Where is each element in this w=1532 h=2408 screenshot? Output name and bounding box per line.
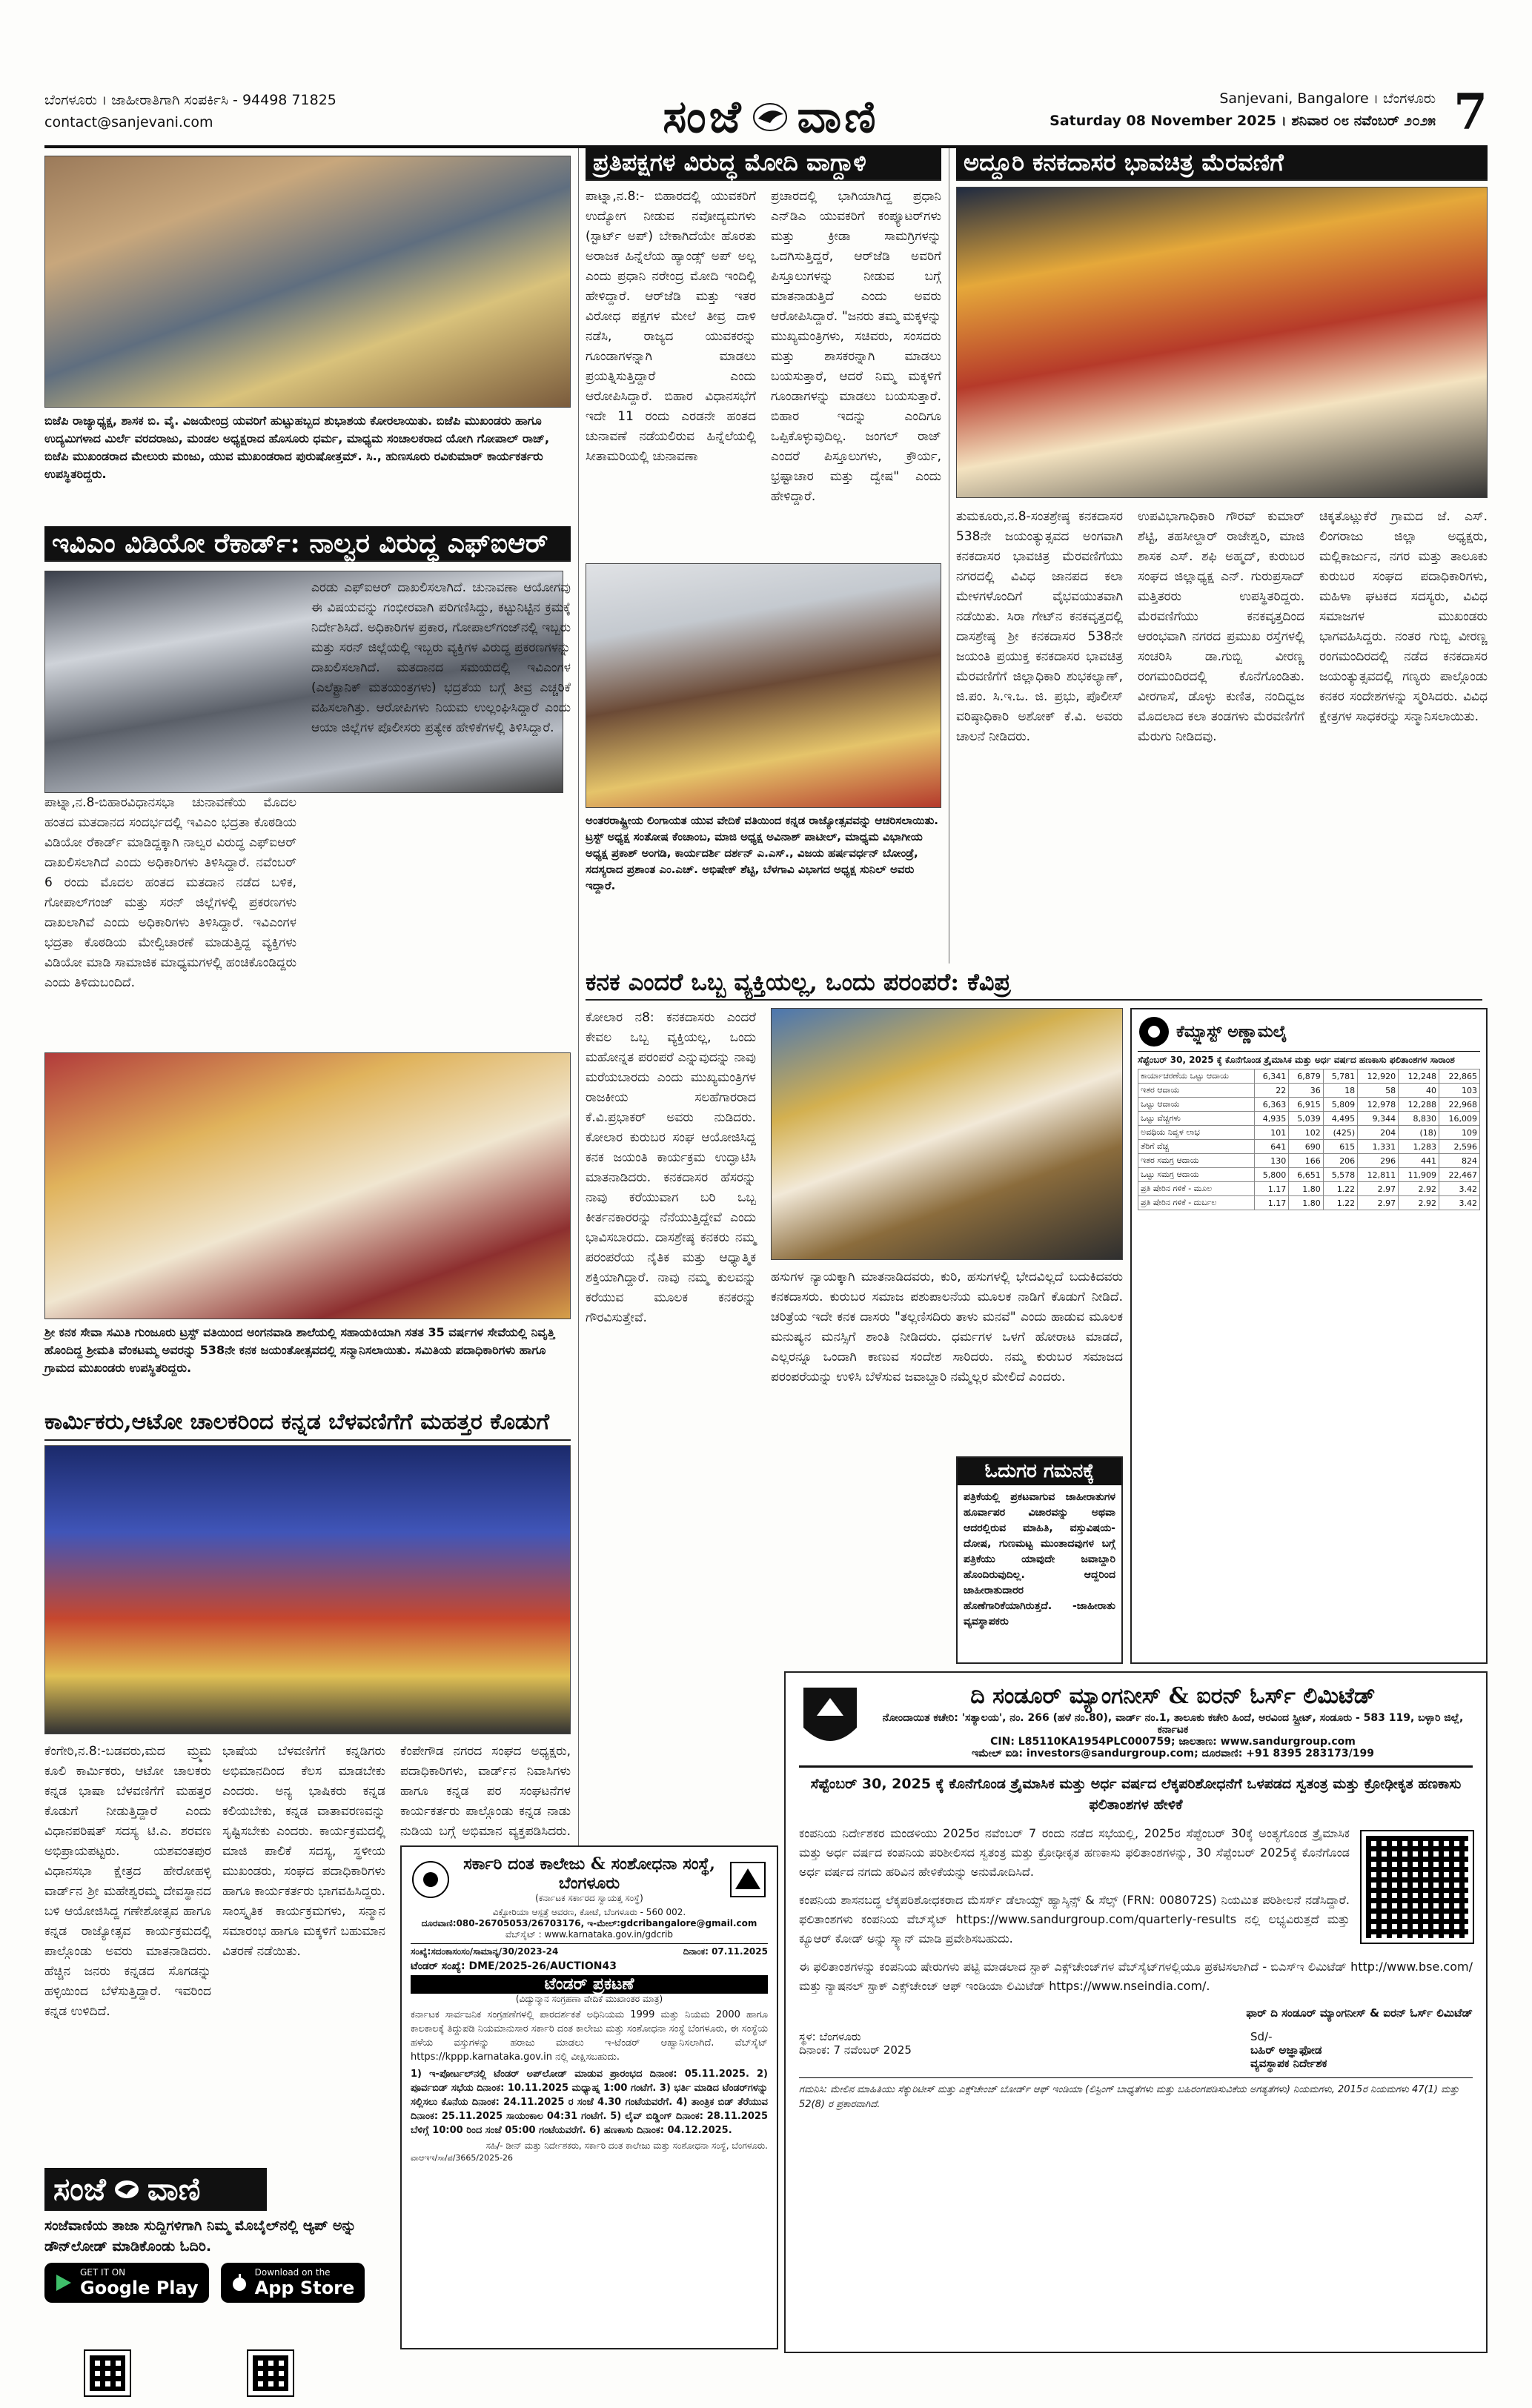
tender-contact: ದೂರವಾಣಿ:080-26705053/26703176, ಇ-ಮೇಲ್:gdcribangalore@gmail.com	[421, 1918, 757, 1928]
financial-table-row	[1138, 1182, 1480, 1196]
financial-table-row	[1138, 1098, 1480, 1112]
financial-cell: 6,879	[1289, 1069, 1323, 1084]
financial-cell: 5,809	[1323, 1098, 1357, 1112]
financial-company-name: ಕೆಮ್ಪ್ಲಾಸ್ಟ್ ಅಣ್ಣಾಮಲೈ	[1176, 1022, 1287, 1041]
sandur-sd: Sd/-	[1250, 2030, 1273, 2043]
sandur-para3: ಈ ಫಲಿತಾಂಶಗಳನ್ನು ಕಂಪನಿಯ ಷೇರುಗಳು ಪಟ್ಟಿ ಮಾಡಲಾದ ಸ್ಟಾಕ್ ಎಕ್ಸ್‌ಚೇಂಜ್‌ಗಳ ವೆಬ್‌ಸೈಟ್‌ಗಳಲ್ಲಿಯೂ ಪ್ರಕಟಿಸಲಾಗಿದೆ - ಬಿಎಸ್‌ಇ ಲಿಮಿಟೆಡ್ http://www.bse.com/ ಮತ್ತು ನ್ಯಾಷನಲ್ ಸ್ಟಾಕ್ ಎಕ್ಸ್‌ಚೇಂಜ್ ಆಫ್ ಇಂಡಿಯಾ ಲಿಮಿಟೆಡ್ https://www.nseindia.com/.	[799, 1960, 1473, 1993]
financial-table-row	[1138, 1069, 1480, 1084]
financial-table-row	[1138, 1154, 1480, 1168]
financial-cell: (425)	[1323, 1126, 1357, 1140]
ambassador-photo	[586, 563, 941, 808]
contact-email[interactable]: contact@sanjevani.com	[44, 114, 213, 130]
edition-line: Sanjevani, Bangalore । ಬೆಂಗಳೂರು	[1219, 90, 1436, 107]
financial-cell: 3.42	[1439, 1182, 1480, 1196]
kanaka-parampare-col2: ಹಸುಗಳ ನ್ಯಾಯಕ್ಕಾಗಿ ಮಾತನಾಡಿದವರು, ಕುರಿ, ಹಸುಗಳಲ್ಲಿ ಭೇದವಿಲ್ಲದೆ ಬದುಕಿದವರು ಕನಕದಾಸರು. ಕುರುಬರ ಸಮಾಜ ಪಶುಪಾಲನೆಯ ಮೂಲಕ ನಾಡಿಗೆ ಕೊಡುಗೆ ನೀಡಿದೆ. ಚರಿತ್ರೆಯ ಇದೇ ಕನಕ ದಾಸರು "ತಲ್ಲಣಿಸದಿರು ತಾಳು ಮನವೆ" ಎಂದು ಹಾಡುವ ಮೂಲಕ ಮನುಷ್ಯನ ಮನಸ್ಸಿಗೆ ಶಾಂತಿ ನೀಡಿದರು. ಧರ್ಮಗಳ ಒಳಗೆ ಹೋರಾಟ ಮಾಡದೆ, ಎಲ್ಲರನ್ನೂ ಒಂದಾಗಿ ಕಾಣುವ ಸಂದೇಶ ಸಾರಿದರು. ನಮ್ಮ ಕುರುಬರ ಸಮಾಜದ ಪರಂಪರೆಯನ್ನು ಉಳಿಸಿ ಬೆಳೆಸುವ ಜವಾಬ್ದಾರಿ ನಮ್ಮೆಲ್ಲರ ಮೇಲಿದೆ ಎಂದರು.	[771, 1270, 1123, 1384]
procession-col1: ತುಮಕೂರು,ನ.8-ಸಂತಶ್ರೇಷ್ಠ ಕನಕದಾಸರ 538ನೇ ಜಯಂತ್ಯುತ್ಸವದ ಅಂಗವಾಗಿ ಕನಕದಾಸರ ಭಾವಚಿತ್ರ ಮೆರವಣಿಗೆಯು ನಗರದಲ್ಲಿ ವಿವಿಧ ಜಾನಪದ ಕಲಾ ಮೇಳಗಳೊಂದಿಗೆ ವೈಭವಯುತವಾಗಿ ನಡೆಯಿತು. ಸಿರಾ ಗೇಟ್‌ನ ಕನಕವೃತ್ತದಲ್ಲಿ ದಾಸಶ್ರೇಷ್ಠ ಶ್ರೀ ಕನಕದಾಸರ 538ನೇ ಜಯಂತಿ ಪ್ರಯುಕ್ತ ಕನಕದಾಸರ ಭಾವಚಿತ್ರ ಮೆರವಣಿಗೆಗೆ ಜಿಲ್ಲಾಧಿಕಾರಿ ಶುಭಕಲ್ಯಾಣ್, ಜಿ.ಪಂ. ಸಿ.ಇ.ಒ. ಜಿ. ಪ್ರಭು, ಪೊಲೀಸ್ ವರಿಷ್ಠಾಧಿಕಾರಿ ಅಶೋಕ್ ಕೆ.ವಿ. ಅವರು ಚಾಲನೆ ನೀಡಿದರು.	[956, 509, 1123, 744]
sandur-title: ದಿ ಸಂಡೂರ್ ಮ್ಯಾಂಗನೀಸ್ & ಐರನ್ ಓರ್ಸ್ ಲಿಮಿಟೆಡ್	[970, 1683, 1376, 1709]
dove-icon	[112, 2178, 142, 2200]
financial-cell: 102	[1289, 1126, 1323, 1140]
promo-logo-left: ಸಂಜೆ	[53, 2171, 106, 2207]
financial-row-label: ಪ್ರತಿ ಷೇರಿನ ಗಳಿಕೆ - ಮೂಲ	[1138, 1182, 1255, 1196]
kanaka-samiti-photo	[44, 1052, 571, 1319]
financial-cell: 204	[1358, 1126, 1399, 1140]
financial-cell: 11,909	[1399, 1168, 1439, 1182]
financial-results-ad	[1130, 1008, 1488, 1664]
sandur-office: ನೋಂದಾಯಿತ ಕಚೇರಿ: 'ಸತ್ಯಾಲಯ', ನಂ. 266 (ಹಳೆ ನಂ.80), ವಾರ್ಡ್ ನಂ.1, ತಾಲೂಕು ಕಚೇರಿ ಹಿಂದೆ, ಅರವಿಂದ ಸ್ಟ್ರೀಟ್, ಸಂಡೂರು - 583 119, ಬಳ್ಳಾರಿ ಜಿಲ್ಲೆ, ಕರ್ನಾಟಕ	[882, 1712, 1464, 1736]
promo-logo-right: ವಾಣಿ	[147, 2171, 201, 2207]
financial-cell: 8,830	[1399, 1112, 1439, 1126]
procession-col2: ಉಪವಿಭಾಗಾಧಿಕಾರಿ ಗೌರವ್ ಕುಮಾರ್ ಶೆಟ್ಟಿ, ತಹಸೀಲ್ದಾರ್ ರಾಜೇಶ್ವರಿ, ಮಾಜಿ ಶಾಸಕ ಎಸ್. ಶಫಿ ಅಹ್ಮದ್, ಕುರುಬರ ಸಂಘದ ಜಿಲ್ಲಾಧ್ಯಕ್ಷ ಎನ್. ಗುರುಪ್ರಸಾದ್ ಮತ್ತಿತರರು ಉಪಸ್ಥಿತರಿದ್ದರು. ಮೆರವಣಿಗೆಯು ಕನಕವೃತ್ತದಿಂದ ಆರಂಭವಾಗಿ ನಗರದ ಪ್ರಮುಖ ರಸ್ತೆಗಳಲ್ಲಿ ಸಂಚರಿಸಿ ಡಾ.ಗುಬ್ಬಿ ವೀರಣ್ಣ ರಂಗಮಂದಿರದಲ್ಲಿ ಕೊನೆಗೊಂಡಿತು. ವೀರಗಾಸೆ, ಡೊಳ್ಳು ಕುಣಿತ, ನಂದಿಧ್ವಜ ಮೊದಲಾದ ಕಲಾ ತಂಡಗಳು ಮೆರವಣಿಗೆಗೆ ಮೆರುಗು ನೀಡಿದವು.	[1138, 509, 1304, 744]
sandur-para2: ಕಂಪನಿಯ ಶಾಸನಬದ್ಧ ಲೆಕ್ಕಪರಿಶೋಧಕರಾದ ಮೆಸರ್ಸ್ ಡೆಲಾಯ್ಟ್ ಹ್ಯಾಸ್ಕಿನ್ಸ್ & ಸೆಲ್ಸ್ (FRN: 008072S) ನಿಯಮಿತ ಪರಿಶೀಲನೆ ನಡೆಸಿದ್ದಾರೆ. ಫಲಿತಾಂಶಗಳು ಕಂಪನಿಯ ವೆಬ್‌ಸೈಟ್ https://www.sandurgroup.com/quarterly-results ನಲ್ಲಿ ಲಭ್ಯವಿರುತ್ತದೆ ಮತ್ತು ಕ್ಯೂಆರ್ ಕೋಡ್ ಅನ್ನು ಸ್ಕ್ಯಾನ್ ಮಾಡಿ ಪ್ರವೇಶಿಸಬಹುದು.	[799, 1893, 1350, 1946]
sandur-results-ad	[784, 1671, 1488, 2353]
financial-cell: 1.80	[1289, 1196, 1323, 1210]
sandur-designation: ವ್ಯವಸ್ಥಾಪಕ ನಿರ್ದೇಶಕ	[1250, 2057, 1327, 2070]
modi-body-col2: ಪ್ರಚಾರದಲ್ಲಿ ಭಾಗಿಯಾಗಿದ್ದ ಪ್ರಧಾನಿ ಎನ್‌ಡಿಎ ಯುವಕರಿಗೆ ಕಂಪ್ಯೂಟರ್‌ಗಳು ಮತ್ತು ಕ್ರೀಡಾ ಸಾಮಗ್ರಿಗಳನ್ನು ಒದಗಿಸುತ್ತಿದ್ದರೆ, ಆರ್‌ಜೆಡಿ ಅವರಿಗೆ ಪಿಸ್ತೂಲುಗಳನ್ನು ನೀಡುವ ಬಗ್ಗೆ ಮಾತನಾಡುತ್ತಿದೆ ಎಂದು ಅವರು ಆರೋಪಿಸಿದ್ದಾರೆ. "ಜನರು ತಮ್ಮ ಮಕ್ಕಳನ್ನು ಮುಖ್ಯಮಂತ್ರಿಗಳು, ಸಚಿವರು, ಸಂಸದರು ಮತ್ತು ಶಾಸಕರನ್ನಾಗಿ ಮಾಡಲು ಬಯಸುತ್ತಾರೆ, ಆದರೆ ನಿಮ್ಮ ಮಕ್ಕಳಿಗೆ ಗೂಂಡಾಗಳನ್ನು ಮಾಡಲು ಬಯಸುತ್ತಾರೆ. ಬಿಹಾರ ಇದನ್ನು ಎಂದಿಗೂ ಒಪ್ಪಿಕೊಳ್ಳುವುದಿಲ್ಲ. ಜಂಗಲ್ ರಾಜ್ ಎಂದರೆ ಪಿಸ್ತೂಲುಗಳು, ಕ್ರೌರ್ಯ, ಭ್ರಷ್ಟಾಚಾರ ಮತ್ತು ದ್ವೇಷ" ಎಂದು ಹೇಳಿದ್ದಾರೆ.	[771, 189, 941, 504]
financial-cell: 4,495	[1323, 1112, 1357, 1126]
dove-icon	[748, 101, 792, 133]
financial-cell: 16,009	[1439, 1112, 1480, 1126]
financial-cell: 3.42	[1439, 1196, 1480, 1210]
procession-photo	[956, 187, 1488, 498]
google-play-label: Google Play	[80, 2278, 199, 2298]
financial-row-label: ಇತರ ಆದಾಯ	[1138, 1084, 1255, 1098]
financial-cell: 109	[1439, 1126, 1480, 1140]
financial-cell: 615	[1323, 1140, 1357, 1154]
financial-cell: 1.17	[1254, 1196, 1288, 1210]
app-store-label: App Store	[254, 2278, 355, 2298]
app-store-button[interactable]	[221, 2263, 365, 2303]
financial-cell: 4,935	[1254, 1112, 1288, 1126]
tender-subtitle: (ವಿದ್ಯುನ್ಮಾನ ಸಂಗ್ರಹಣಾ ವೇದಿಕೆ ಮುಖಾಂತರ ಮಾತ್ರ)	[515, 1994, 663, 2004]
financial-cell: 6,341	[1254, 1069, 1288, 1084]
workers-photo	[44, 1445, 571, 1734]
readers-notice-text: ಪತ್ರಿಕೆಯಲ್ಲಿ ಪ್ರಕಟವಾಗುವ ಜಾಹೀರಾತುಗಳ ಹೂರ್ವಾಪರ ವಿಚಾರವನ್ನು ಅಥವಾ ಆದರಲ್ಲಿರುವ ಮಾಹಿತಿ, ವಸ್ತುವಿಷಯ-ದೋಷ, ಗುಣಮಟ್ಟ ಮುಂತಾದವುಗಳ ಬಗ್ಗೆ ಪತ್ರಿಕೆಯು ಯಾವುದೇ ಜವಾಬ್ದಾರಿ ಹೊಂದಿರುವುದಿಲ್ಲ. ಆದ್ದರಿಂದ ಜಾಹೀರಾತುದಾರರ ಹೊಣೆಗಾರಿಕೆಯಾಗಿರುತ್ತದೆ. -ಜಾಹೀರಾತು ವ್ಯವಸ್ಥಾಪಕರು	[964, 1491, 1115, 1628]
tender-org: ಸರ್ಕಾರಿ ದಂತ ಕಾಲೇಜು & ಸಂಶೋಧನಾ ಸಂಸ್ಥೆ, ಬೆಂಗಳೂರು	[463, 1854, 715, 1893]
modi-headline: ಪ್ರತಿಪಕ್ಷಗಳ ವಿರುದ್ಧ ಮೋದಿ ವಾಗ್ದಾಳಿ	[586, 145, 941, 181]
company-logo-icon	[1138, 1015, 1170, 1048]
financial-table-row	[1138, 1168, 1480, 1182]
kanaka-parampare-col1: ಕೋಲಾರ ನ8: ಕನಕದಾಸರು ಎಂದರೆ ಕೇವಲ ಒಬ್ಬ ವ್ಯಕ್ತಿಯಲ್ಲ, ಒಂದು ಮಹೋನ್ನತ ಪರಂಪರೆ ಎನ್ನುವುದನ್ನು ನಾವು ಮರೆಯಬಾರದು ಎಂದು ಮುಖ್ಯಮಂತ್ರಿಗಳ ರಾಜಕೀಯ ಸಲಹೆಗಾರರಾದ ಕೆ.ವಿ.ಪ್ರಭಾಕರ್ ಅವರು ನುಡಿದರು. ಕೋಲಾರ ಕುರುಬರ ಸಂಘ ಆಯೋಜಿಸಿದ್ದ ಕನಕ ಜಯಂತಿ ಕಾರ್ಯಕ್ರಮ ಉದ್ಘಾಟಿಸಿ ಮಾತನಾಡಿದರು. ಕನಕದಾಸರ ಹೆಸರನ್ನು ನಾವು ಕರೆಯುವಾಗ ಬರಿ ಒಬ್ಬ ಕೀರ್ತನಕಾರರನ್ನು ನೆನೆಯುತ್ತಿದ್ದೇವೆ ಎಂದು ಭಾವಿಸಬಾರದು. ದಾಸಶ್ರೇಷ್ಠ ಕನಕರು ನಮ್ಮ ಪರಂಪರೆಯ ನೈತಿಕ ಮತ್ತು ಆಧ್ಯಾತ್ಮಿಕ ಶಕ್ತಿಯಾಗಿದ್ದಾರೆ. ನಾವು ನಮ್ಮ ಕುಲವನ್ನು ಕರೆಯುವ ಮೂಲಕ ಕನಕರನ್ನು ಗೌರವಿಸುತ್ತೇವೆ.	[586, 1010, 756, 1325]
financial-cell: 9,344	[1358, 1112, 1399, 1126]
tender-ref: ಸಂಖ್ಯೆ:ಸದಂಕಾಸಂಸಂ/ಸಾಮಾನ್ಯ/30/2023-24	[411, 1946, 559, 1957]
financial-cell: 12,978	[1358, 1098, 1399, 1112]
financial-cell: 22,467	[1439, 1168, 1480, 1182]
financial-cell: 22	[1254, 1084, 1288, 1098]
financial-table-row	[1138, 1140, 1480, 1154]
tender-web[interactable]: ವೆಬ್‌ಸೈಟ್ : www.karnataka.gov.in/gdcrib	[505, 1929, 674, 1940]
financial-cell: 22,865	[1439, 1069, 1480, 1084]
financial-cell: 296	[1358, 1154, 1399, 1168]
vijayendra-photo	[44, 156, 571, 408]
financial-cell: 166	[1289, 1154, 1323, 1168]
financial-cell: 2.92	[1399, 1182, 1439, 1196]
financial-cell: 58	[1358, 1084, 1399, 1098]
logo-text-right: ವಾಣಿ	[797, 91, 879, 143]
tender-schedule: 1) ಇ-ಪೋರ್ಟಲ್‌ನಲ್ಲಿ ಟೆಂಡರ್ ಅಪ್‌ಲೋಡ್ ಮಾಡುವ ಪ್ರಾರಂಭದ ದಿನಾಂಕ: 05.11.2025. 2) ಪೂರ್ವಬಿಡ್ ಸಭೆಯ ದಿನಾಂಕ: 10.11.2025 ಮಧ್ಯಾಹ್ನ 1:00 ಗಂಟೆಗೆ. 3) ಭರ್ತಿ ಮಾಡಿದ ಟೆಂಡರ್‌ಗಳನ್ನು ಸಲ್ಲಿಸಲು ಕೊನೆಯ ದಿನಾಂಕ: 24.11.2025 ರ ಸಂಜೆ 4.30 ಗಂಟೆಯವರೆಗೆ. 4) ತಾಂತ್ರಿಕ ಬಿಡ್ ತೆರೆಯುವ ದಿನಾಂಕ: 25.11.2025 ಸಾಯಂಕಾಲ 04:31 ಗಂಟೆಗೆ. 5) ಲೈವ್ ಬಿಡ್ಡಿಂಗ್ ದಿನಾಂಕ: 28.11.2025 ಬೆಳಿಗ್ಗೆ 10:00 ರಿಂದ ಸಂಜೆ 05:00 ಗಂಟೆಯವರೆಗೆ. 6) ಹಣಕಾಸು ದಿನಾಂಕ: 04.12.2025.	[411, 2069, 768, 2136]
ambassador-caption: ಅಂತರರಾಷ್ಟ್ರೀಯ ಲಿಂಗಾಯತ ಯುವ ವೇದಿಕೆ ವತಿಯಿಂದ ಕನ್ನಡ ರಾಜ್ಯೋತ್ಸವವನ್ನು ಆಚರಿಸಲಾಯಿತು. ಟ್ರಸ್ಟ್ ಅಧ್ಯಕ್ಷ ಸಂತೋಷ ಕೆಂಚಾಂಬ, ಮಾಜಿ ಅಧ್ಯಕ್ಷ ಅವಿನಾಶ್ ಪಾಟೀಲ್, ಮಾಧ್ಯಮ ವಿಭಾಗೀಯ ಅಧ್ಯಕ್ಷ ಪ್ರಕಾಶ್ ಅಂಗಡಿ, ಕಾರ್ಯದರ್ಶಿ ದರ್ಶನ್ ಎ.ಎಸ್., ವಿಜಯ ಹರ್ಷವರ್ಧನ್ ಬೋಂಡ್ರೆ, ಸದಸ್ಯರಾದ ಪ್ರಶಾಂತ ಎಂ.ಎಚ್. ಅಭಿಷೇಕ್ ಶೆಟ್ಟಿ, ಬೆಳಗಾವಿ ವಿಭಾಗದ ಅಧ್ಯಕ್ಷ ಸುನಿಲ್ ಅವರು ಇದ್ದಾರೆ.	[586, 814, 938, 892]
financial-row-label: ಒಟ್ಟು ವೆಚ್ಚಗಳು	[1138, 1112, 1255, 1126]
financial-cell: 12,288	[1399, 1098, 1439, 1112]
financial-cell: 12,811	[1358, 1168, 1399, 1182]
google-play-icon	[55, 2273, 73, 2292]
financial-cell: 22,968	[1439, 1098, 1480, 1112]
sandur-heading: ಸೆಪ್ಟೆಂಬರ್ 30, 2025 ಕ್ಕೆ ಕೊನೆಗೊಂಡ ತ್ರೈಮಾಸಿಕ ಮತ್ತು ಅರ್ಧ ವರ್ಷದ ಲೆಕ್ಕಪರಿಶೋಧನೆಗೆ ಒಳಪಡದ ಸ್ವತಂತ್ರ ಮತ್ತು ಕ್ರೋಢೀಕೃತ ಹಣಕಾಸು ಫಲಿತಾಂಶಗಳ ಹೇಳಿಕೆ	[810, 1776, 1462, 1813]
modi-body-col1: ಪಾಟ್ನಾ,ನ.8:- ಬಿಹಾರದಲ್ಲಿ ಯುವಕರಿಗೆ ಉದ್ಯೋಗ ನೀಡುವ ನವೋದ್ಯಮಗಳು (ಸ್ಟಾರ್ಟ್ ಅಪ್) ಬೇಕಾಗಿದೆಯೇ ಹೊರತು ಅರಾಜಕ ಹಿನ್ನೆಲೆಯ ಹ್ಯಾಂಡ್ಸ್ ಅಪ್ ಅಲ್ಲ ಎಂದು ಪ್ರಧಾನಿ ನರೇಂದ್ರ ಮೋದಿ ಇಂದಿಲ್ಲಿ ಹೇಳಿದ್ದಾರೆ. ಆರ್‌ಜೆಡಿ ಮತ್ತು ಇತರ ವಿರೋಧ ಪಕ್ಷಗಳ ಮೇಲೆ ತೀವ್ರ ದಾಳಿ ನಡೆಸಿ, ರಾಜ್ಯದ ಯುವಕರನ್ನು ಗೂಂಡಾಗಳನ್ನಾಗಿ ಮಾಡಲು ಪ್ರಯತ್ನಿಸುತ್ತಿದ್ದಾರೆ ಎಂದು ಆರೋಪಿಸಿದ್ದಾರೆ. ಬಿಹಾರ ವಿಧಾನಸಭೆಗೆ ಇದೇ 11 ರಂದು ಎರಡನೇ ಹಂತದ ಚುನಾವಣೆ ನಡೆಯಲಿರುವ ಹಿನ್ನೆಲೆಯಲ್ಲಿ ಸೀತಾಮರಿಯಲ್ಲಿ ಚುನಾವಣಾ	[586, 189, 756, 464]
sandur-email: ಇಮೇಲ್ ಐಡಿ: investors@sandurgroup.com; ದೂರವಾಣಿ: +91 8395 283173/199	[972, 1748, 1374, 1759]
evm-body-col1: ಪಾಟ್ನಾ,ನ.8-ಬಿಹಾರವಿಧಾನಸಭಾ ಚುನಾವಣೆಯ ಮೊದಲ ಹಂತದ ಮತದಾನದ ಸಂದರ್ಭದಲ್ಲಿ ಇವಿಎಂ ಭದ್ರತಾ ಕೊಠಡಿಯ ವಿಡಿಯೋ ರೆಕಾರ್ಡ್ ಮಾಡಿದ್ದಕ್ಕಾಗಿ ನಾಲ್ವರ ವಿರುದ್ಧ ಎಫ್‌ಐಆರ್ ದಾಖಲಿಸಲಾಗಿದೆ ಎಂದು ಅಧಿಕಾರಿಗಳು ತಿಳಿಸಿದ್ದಾರೆ. ನವೆಂಬರ್ 6 ರಂದು ಮೊದಲ ಹಂತದ ಮತದಾನ ನಡೆದ ಬಳಿಕ, ಗೋಪಾಲ್‌ಗಂಜ್ ಮತ್ತು ಸರನ್ ಜಿಲ್ಲೆಗಳಲ್ಲಿ ಪ್ರಕರಣಗಳು ದಾಖಲಾಗಿವೆ ಎಂದು ಅಧಿಕಾರಿಗಳು ತಿಳಿಸಿದ್ದಾರೆ. ಇವಿಎಂಗಳ ಭದ್ರತಾ ಕೊಠಡಿಯ ಮೇಲ್ವಿಚಾರಣೆ ಮಾಡುತ್ತಿದ್ದ ವ್ಯಕ್ತಿಗಳು ವಿಡಿಯೋ ಮಾಡಿ ಸಾಮಾಜಿಕ ಮಾಧ್ಯಮಗಳಲ್ಲಿ ಹಂಚಿಕೊಂಡಿದ್ದರು ಎಂದು ತಿಳಿದುಬಂದಿದೆ.	[44, 795, 296, 990]
sandur-date: ದಿನಾಂಕ: 7 ನವೆಂಬರ್ 2025	[799, 2043, 912, 2057]
financial-row-label: ಒಟ್ಟು ಸಮಗ್ರ ಆದಾಯ	[1138, 1168, 1255, 1182]
financial-cell: 2.97	[1358, 1182, 1399, 1196]
financial-cell: 6,363	[1254, 1098, 1288, 1112]
google-play-small: GET IT ON	[80, 2267, 126, 2278]
financial-cell: 18	[1323, 1084, 1357, 1098]
google-play-qr-code[interactable]	[85, 2351, 130, 2395]
financial-table-row	[1138, 1112, 1480, 1126]
sandur-for-line: ಫಾರ್ ದಿ ಸಂಡೂರ್ ಮ್ಯಾಂಗನೀಸ್ & ಐರನ್ ಓರ್ಸ್ ಲಿಮಿಟೆಡ್	[1246, 2006, 1473, 2020]
app-store-qr-code[interactable]	[248, 2351, 293, 2395]
sandur-para1: ಕಂಪನಿಯ ನಿರ್ದೇಶಕರ ಮಂಡಳಿಯು 2025ರ ನವೆಂಬರ್ 7 ರಂದು ನಡೆದ ಸಭೆಯಲ್ಲಿ, 2025ರ ಸೆಪ್ಟೆಂಬರ್ 30ಕ್ಕೆ ಅಂತ್ಯಗೊಂಡ ತ್ರೈಮಾಸಿಕ ಮತ್ತು ಅರ್ಧ ವರ್ಷದ ಕಂಪನಿಯ ಪರಿಶೀಲಿಸದ ಸ್ವತಂತ್ರ ಮತ್ತು ಕ್ರೋಢೀಕೃತ ಹಣಕಾಸು ಫಲಿತಾಂಶಗಳನ್ನು, 30 ಸೆಪ್ಟೆಂಬರ್ 2025ಕ್ಕೆ ಕೊನೆಗೊಂಡ ಅರ್ಧ ವರ್ಷದ ನಗದು ಹರಿವಿನ ಹೇಳಿಕೆಯನ್ನು ಅನುಮೋದಿಸಿದೆ.	[799, 1826, 1350, 1879]
financial-cell: 206	[1323, 1154, 1357, 1168]
kanaka-samiti-caption: ಶ್ರೀ ಕನಕ ಸೇವಾ ಸಮಿತಿ ಗುಂಜೂರು ಟ್ರಸ್ಟ್ ವತಿಯಿಂದ ಅಂಗನವಾಡಿ ಶಾಲೆಯಲ್ಲಿ ಸಹಾಯಕಿಯಾಗಿ ಸತತ 35 ವರ್ಷಗಳ ಸೇವೆಯಲ್ಲಿ ನಿವೃತ್ತಿ ಹೊಂದಿದ್ದ ಶ್ರೀಮತಿ ವೆಂಕಟಮ್ಮ ಅವರನ್ನು 538ನೇ ಕನಕ ಜಯಂತೋತ್ಸವದಲ್ಲಿ ಸನ್ಮಾನಿಸಲಾಯಿತು. ಸಮಿತಿಯ ಪದಾಧಿಕಾರಿಗಳು ಹಾಗೂ ಗ್ರಾಮದ ಮುಖಂಡರು ಉಪಸ್ಥಿತರಿದ್ದರು.	[44, 1325, 555, 1375]
masthead-left	[44, 89, 460, 133]
app-store-small: Download on the	[254, 2267, 331, 2278]
ad-contact-line: ಬೆಂಗಳೂರು । ಜಾಹೀರಾತಿಗಾಗಿ ಸಂಪರ್ಕಿಸಿ - 94498 71825	[44, 92, 336, 108]
page-number: 7	[1453, 83, 1488, 141]
vijayendra-caption: ಬಿಜೆಪಿ ರಾಜ್ಯಾಧ್ಯಕ್ಷ, ಶಾಸಕ ಬಿ. ವೈ. ವಿಜಯೇಂದ್ರ ಯವರಿಗೆ ಹುಟ್ಟುಹಬ್ಬದ ಶುಭಾಶಯ ಕೋರಲಾಯಿತು. ಬಿಜೆಪಿ ಮುಖಂಡರು ಹಾಗೂ ಉದ್ಯಮಿಗಳಾದ ಮಿರ್ಲೆ ವರದರಾಜು, ಮಂಡಲ ಅಧ್ಯಕ್ಷರಾದ ಹೊಸೂರು ಧರ್ಮ, ಮಾಧ್ಯಮ ಸಂಚಾಲಕರಾದ ಯೋಗಿ ಗೋಪಾಲ್ ರಾಜ್, ಬಿಜೆಪಿ ಮುಖಂಡರಾದ ಮೇಲುರು ಮಂಜು, ಯುವ ಮುಖಂಡರಾದ ಪುರುಷೋತ್ತಮ್. ಸಿ., ಹುಣಸೂರು ರವಿಕುಮಾರ್ ಕಾರ್ಯಕರ್ತರು ಉಪಸ್ಥಿತರಿದ್ದರು.	[44, 414, 550, 481]
sandur-logo-icon	[799, 1683, 861, 1754]
financial-cell: 2.92	[1399, 1196, 1439, 1210]
financial-table	[1138, 1069, 1480, 1210]
financial-cell: 441	[1399, 1154, 1439, 1168]
financial-row-label: ಅವಧಿಯ ನಿವ್ವಳ ಲಾಭ	[1138, 1126, 1255, 1140]
financial-row-label: ಕಾರ್ಯಾಚರಣೆಯ ಒಟ್ಟು ಆದಾಯ	[1138, 1069, 1255, 1084]
google-play-button[interactable]	[44, 2263, 209, 2303]
tender-date: ದಿನಾಂಕ: 07.11.2025	[683, 1946, 768, 1957]
financial-row-label: ತೆರಿಗೆ ವೆಚ್ಚ	[1138, 1140, 1255, 1154]
financial-row-label: ಒಟ್ಟು ಆದಾಯ	[1138, 1098, 1255, 1112]
financial-table-row	[1138, 1084, 1480, 1098]
evm-headline: ಇವಿಎಂ ವಿಡಿಯೋ ರೆಕಾರ್ಡ್: ನಾಲ್ವರ ವಿರುದ್ಧ ಎಫ್‌ಐಆರ್	[44, 526, 571, 562]
financial-cell: 1,283	[1399, 1140, 1439, 1154]
financial-cell: 5,039	[1289, 1112, 1323, 1126]
financial-cell: 101	[1254, 1126, 1288, 1140]
financial-cell: 12,920	[1358, 1069, 1399, 1084]
financial-cell: 824	[1439, 1154, 1480, 1168]
sandur-results-qr-code[interactable]	[1362, 1831, 1473, 1943]
government-emblem-icon	[411, 1860, 451, 1900]
financial-cell: 6,915	[1289, 1098, 1323, 1112]
financial-cell: 103	[1439, 1084, 1480, 1098]
financial-cell: (18)	[1399, 1126, 1439, 1140]
tender-sub: (ಕರ್ನಾಟಕ ಸರ್ಕಾರದ ಸ್ವಾಯತ್ತ ಸಂಸ್ಥೆ)	[535, 1893, 643, 1903]
financial-cell: 1.17	[1254, 1182, 1288, 1196]
workers-headline: ಕಾರ್ಮಿಕರು,ಆಟೋ ಚಾಲಕರಿಂದ ಕನ್ನಡ ಬೆಳವಣಿಗೆಗೆ ಮಹತ್ತರ ಕೊಡುಗೆ	[44, 1405, 571, 1441]
financial-heading: ಸೆಪ್ಟೆಂಬರ್ 30, 2025 ಕ್ಕೆ ಕೊನೆಗೊಂಡ ತ್ರೈಮಾಸಿಕ ಮತ್ತು ಅರ್ಧ ವರ್ಷದ ಹಣಕಾಸು ಫಲಿತಾಂಶಗಳ ಸಾರಾಂಶ	[1138, 1055, 1455, 1065]
financial-cell: 1.22	[1323, 1196, 1357, 1210]
tender-signature: ಸಹಿ/- ಡೀನ್ ಮತ್ತು ನಿರ್ದೇಶಕರು, ಸರ್ಕಾರಿ ದಂತ ಕಾಲೇಜು ಮತ್ತು ಸಂಶೋಧನಾ ಸಂಸ್ಥೆ, ಬೆಂಗಳೂರು.	[485, 2140, 768, 2151]
financial-cell: 641	[1254, 1140, 1288, 1154]
tender-body: ಕರ್ನಾಟಕ ಸಾರ್ವಜನಿಕ ಸಂಗ್ರಹಣೆಗಳಲ್ಲಿ ಪಾರದರ್ಶಕತೆ ಅಧಿನಿಯಮ 1999 ಮತ್ತು ನಿಯಮ 2000 ಹಾಗೂ ಕಾಲಕಾಲಕ್ಕೆ ತಿದ್ದುಪಡಿ ನಿಯಮಾನುಸಾರ ಸರ್ಕಾರಿ ದಂತ ಕಾಲೇಜು ಮತ್ತು ಸಂಶೋಧನಾ ಸಂಸ್ಥೆ ಬೆಂಗಳೂರು, ಈ ಸಂಸ್ಥೆಯ ಹಳೆಯ ವಸ್ತುಗಳನ್ನು ಹರಾಜು ಮಾಡಲು ಇ-ಟೆಂಡರ್ ಆಹ್ವಾನಿಸಲಾಗಿದೆ. ವೆಬ್‌ಸೈಟ್ https://kppp.karnataka.gov.in ನಲ್ಲಿ ವೀಕ್ಷಿಸಬಹುದು.	[411, 2009, 768, 2063]
workers-body-col1: ಕೆಂಗೇರಿ,ನ.8:-ಬಡವರು,ಮದ ಮ್ರ್ಮಮ ಕೂಲಿ ಕಾರ್ಮಿಕರು, ಆಟೋ ಚಾಲಕರು ಕನ್ನಡ ಭಾಷಾ ಬೆಳವಣಿಗೆಗೆ ಮಹತ್ತರ ಕೊಡುಗೆ ನೀಡುತ್ತಿದ್ದಾರೆ ಎಂದು ವಿಧಾನಪರಿಷತ್ ಸದಸ್ಯ ಟಿ.ಎ. ಶರವಣ ಅಭಿಪ್ರಾಯಪಟ್ಟರು. ಯಶವಂತಪುರ ವಿಧಾನಸಭಾ ಕ್ಷೇತ್ರದ ಹೇರೋಹಳ್ಳಿ ವಾರ್ಡ್‌ನ ಶ್ರೀ ಮಹೇಶ್ವರಮ್ಮ ದೇವಸ್ಥಾನದ ಬಳಿ ಆಯೋಜಿಸಿದ್ದ ಗಣೇಶೋತ್ಸವ ಹಾಗೂ ಕನ್ನಡ ರಾಜ್ಯೋತ್ಸವ ಕಾರ್ಯಕ್ರಮದಲ್ಲಿ ಪಾಲ್ಗೊಂಡು ಅವರು ಮಾತನಾಡಿದರು. ಹೆಚ್ಚಿನ ಜನರು ಕನ್ನಡದ ಸೊಗಡನ್ನು ಹಳ್ಳಿಯಿಂದ ಬೆಳೆಸುತ್ತಿದ್ದಾರೆ. ಇವರಿಂದ ಕನ್ನಡ ಉಳಿದಿದೆ.	[44, 1744, 211, 2019]
kanaka-parampare-headline: ಕನಕ ಎಂದರೆ ಒಬ್ಬ ವ್ಯಕ್ತಿಯಲ್ಲ, ಒಂದು ಪರಂಪರೆ: ಕೆವಿಪ್ರ	[586, 965, 1482, 1001]
financial-row-label: ಪ್ರತಿ ಷೇರಿನ ಗಳಿಕೆ - ದುರ್ಬಲ	[1138, 1196, 1255, 1210]
app-promo-text: ಸಂಜೆವಾಣಿಯ ತಾಜಾ ಸುದ್ದಿಗಳಿಗಾಗಿ ನಿಮ್ಮ ಮೊಬೈಲ್‌ನಲ್ಲಿ ಆ್ಯಪ್ ಅನ್ನು ಡೌನ್‌ಲೋಡ್ ಮಾಡಿಕೊಂಡು ಓದಿರಿ.	[44, 2218, 357, 2255]
financial-cell: 5,800	[1254, 1168, 1288, 1182]
financial-cell: 6,651	[1289, 1168, 1323, 1182]
financial-cell: 1.80	[1289, 1182, 1323, 1196]
financial-cell: 2.97	[1358, 1196, 1399, 1210]
readers-notice	[956, 1456, 1123, 1664]
financial-cell: 40	[1399, 1084, 1439, 1098]
tender-address: ವಿಕ್ಟೋರಿಯಾ ಆಸ್ಪತ್ರೆ ಆವರಣ, ಕೋಟೆ, ಬೆಂಗಳೂರು - 560 002.	[492, 1907, 686, 1917]
logo-text-left: ಸಂಜೆ	[663, 91, 744, 143]
column-separator	[578, 148, 579, 1845]
financial-cell: 1.22	[1323, 1182, 1357, 1196]
app-promo	[44, 2168, 393, 2353]
financial-cell: 690	[1289, 1140, 1323, 1154]
financial-cell: 12,248	[1399, 1069, 1439, 1084]
sandur-note: ಗಮನಿಸಿ: ಮೇಲಿನ ಮಾಹಿತಿಯು ಸೆಕ್ಯುರಿಟೀಸ್ ಮತ್ತು ಎಕ್ಸ್‌ಚೇಂಜ್ ಬೋರ್ಡ್ ಆಫ್ ಇಂಡಿಯಾ (ಲಿಸ್ಟಿಂಗ್ ಬಾಧ್ಯತೆಗಳು ಮತ್ತು ಬಹಿರಂಗಪಡಿಸುವಿಕೆಯ ಅಗತ್ಯತೆಗಳು) ನಿಯಮಗಳು, 2015ರ ನಿಯಮಗಳು 47(1) ಮತ್ತು 52(8) ರ ಪ್ರಕಾರವಾಗಿದೆ.	[799, 2077, 1473, 2112]
financial-cell: 5,578	[1323, 1168, 1357, 1182]
college-emblem-icon	[728, 1860, 768, 1900]
tender-title: ಟೆಂಡರ್ ಪ್ರಕಟಣೆ	[411, 1975, 768, 1994]
workers-body-col2: ಭಾಷೆಯ ಬೆಳವಣಿಗೆಗೆ ಕನ್ನಡಿಗರು ಅಭಿಮಾನದಿಂದ ಕೆಲಸ ಮಾಡಬೇಕು ಎಂದರು. ಅನ್ಯ ಭಾಷಿಕರು ಕನ್ನಡ ಕಲಿಯಬೇಕು, ಕನ್ನಡ ವಾತಾವರಣವನ್ನು ಸೃಷ್ಟಿಸಬೇಕು ಎಂದರು. ಕಾರ್ಯಕ್ರಮದಲ್ಲಿ ಮಾಜಿ ಪಾಲಿಕೆ ಸದಸ್ಯ, ಸ್ಥಳೀಯ ಮುಖಂಡರು, ಸಂಘದ ಪದಾಧಿಕಾರಿಗಳು ಹಾಗೂ ಕಾರ್ಯಕರ್ತರು ಭಾಗವಹಿಸಿದ್ದರು. ಸಾಂಸ್ಕೃತಿಕ ಕಾರ್ಯಕ್ರಮಗಳು, ಸನ್ಮಾನ ಸಮಾರಂಭ ಹಾಗೂ ಮಕ್ಕಳಿಗೆ ಬಹುಮಾನ ವಿತರಣೆ ನಡೆಯಿತು.	[222, 1744, 385, 1959]
sandur-signatory: ಬಹಿರ್ ಅಜ್ಞಾಫೋಡ	[1250, 2043, 1322, 2057]
financial-table-row	[1138, 1196, 1480, 1210]
sandur-divider	[799, 1765, 1473, 1768]
tender-footer: ವಾಆಇಇ/ಸಾ/ಪ/3665/2025-26	[411, 2153, 514, 2163]
procession-headline: ಅದ್ದೂರಿ ಕನಕದಾಸರ ಭಾವಚಿತ್ರ ಮೆರವಣಿಗೆ	[956, 145, 1488, 181]
tender-notice	[400, 1845, 778, 2349]
financial-cell: 1,331	[1358, 1140, 1399, 1154]
procession-col3: ಚಿಕ್ಕತೊಟ್ಲುಕೆರೆ ಗ್ರಾಮದ ಜೆ. ಎಸ್. ಲಿಂಗರಾಜು ಜಿಲ್ಲಾ ಅಧ್ಯಕ್ಷರು, ಮಲ್ಲಿಕಾರ್ಜುನ, ನಗರ ಮತ್ತು ತಾಲೂಕು ಕುರುಬರ ಸಂಘದ ಪದಾಧಿಕಾರಿಗಳು, ಮಹಿಳಾ ಘಟಕದ ಸದಸ್ಯರು, ವಿವಿಧ ಸಮಾಜಗಳ ಮುಖಂಡರು ಭಾಗವಹಿಸಿದ್ದರು. ನಂತರ ಗುಬ್ಬಿ ವೀರಣ್ಣ ರಂಗಮಂದಿರದಲ್ಲಿ ನಡೆದ ಕನಕದಾಸರ ಜಯಂತ್ಯುತ್ಸವದಲ್ಲಿ ಗಣ್ಯರು ಪಾಲ್ಗೊಂಡು ಕನಕರ ಸಂದೇಶಗಳನ್ನು ಸ್ಮರಿಸಿದರು. ವಿವಿಧ ಕ್ಷೇತ್ರಗಳ ಸಾಧಕರನ್ನು ಸನ್ಮಾನಿಸಲಾಯಿತು.	[1319, 509, 1488, 724]
readers-notice-head: ಓದುಗರ ಗಮನಕ್ಕೆ	[958, 1458, 1121, 1485]
sandur-place: ಸ್ಥಳ: ಬೆಂಗಳೂರು	[799, 2030, 861, 2043]
apple-icon	[231, 2273, 248, 2292]
financial-table-row	[1138, 1126, 1480, 1140]
workers-body-col3: ಕೆಂಪೇಗೌಡ ನಗರದ ಸಂಘದ ಅಧ್ಯಕ್ಷರು, ಪದಾಧಿಕಾರಿಗಳು, ವಾರ್ಡ್‌ನ ನಿವಾಸಿಗಳು ಹಾಗೂ ಕನ್ನಡ ಪರ ಸಂಘಟನೆಗಳ ಕಾರ್ಯಕರ್ತರು ಪಾಲ್ಗೊಂಡು ಕನ್ನಡ ನಾಡು ನುಡಿಯ ಬಗ್ಗೆ ಅಭಿಮಾನ ವ್ಯಕ್ತಪಡಿಸಿದರು.	[400, 1744, 571, 1839]
kanaka-parampare-photo	[771, 1008, 1123, 1260]
financial-cell: 36	[1289, 1084, 1323, 1098]
financial-cell: 130	[1254, 1154, 1288, 1168]
date-line: Saturday 08 November 2025 । ಶನಿವಾರ ೦೮ ನವೆಂಬರ್ ೨೦೨೫	[1049, 113, 1436, 129]
evm-body-col2: ಎರಡು ಎಫ್‌ಐಆರ್ ದಾಖಲಿಸಲಾಗಿದೆ. ಚುನಾವಣಾ ಆಯೋಗವು ಈ ವಿಷಯವನ್ನು ಗಂಭೀರವಾಗಿ ಪರಿಗಣಿಸಿದ್ದು, ಕಟ್ಟುನಿಟ್ಟಿನ ಕ್ರಮಕ್ಕೆ ನಿರ್ದೇಶಿಸಿದೆ. ಅಧಿಕಾರಿಗಳ ಪ್ರಕಾರ, ಗೋಪಾಲ್‌ಗಂಜ್‌ನಲ್ಲಿ ಇಬ್ಬರು ಮತ್ತು ಸರನ್ ಜಿಲ್ಲೆಯಲ್ಲಿ ಇಬ್ಬರು ವ್ಯಕ್ತಿಗಳ ವಿರುದ್ಧ ಪ್ರಕರಣಗಳನ್ನು ದಾಖಲಿಸಲಾಗಿದೆ. ಮತದಾನದ ಸಮಯದಲ್ಲಿ ಇವಿಎಂಗಳ (ಎಲೆಕ್ಟ್ರಾನಿಕ್ ಮತಯಂತ್ರಗಳು) ಭದ್ರತೆಯ ಬಗ್ಗೆ ತೀವ್ರ ಎಚ್ಚರಿಕೆ ವಹಿಸಲಾಗಿತ್ತು. ಆರೋಪಿಗಳು ನಿಯಮ ಉಲ್ಲಂಘಿಸಿದ್ದಾರೆ ಎಂದು ಆಯಾ ಜಿಲ್ಲೆಗಳ ಪೊಲೀಸರು ಪ್ರತ್ಯೇಕ ಹೇಳಿಕೆಗಳಲ್ಲಿ ತಿಳಿಸಿದ್ದಾರೆ.	[311, 580, 571, 735]
tender-number: ಟೆಂಡರ್ ಸಂಖ್ಯೆ: DME/2025-26/AUCTION43	[411, 1960, 617, 1972]
newspaper-logo	[615, 87, 926, 147]
financial-cell: 5,781	[1323, 1069, 1357, 1084]
financial-row-label: ಇತರ ಸಮಗ್ರ ಆದಾಯ	[1138, 1154, 1255, 1168]
masthead-right	[1021, 87, 1436, 132]
sandur-cin: CIN: L85110KA1954PLC000759; ಜಾಲತಾಣ: www.sandurgroup.com	[990, 1736, 1356, 1748]
financial-cell: 2,596	[1439, 1140, 1480, 1154]
app-promo-logo	[44, 2168, 267, 2211]
